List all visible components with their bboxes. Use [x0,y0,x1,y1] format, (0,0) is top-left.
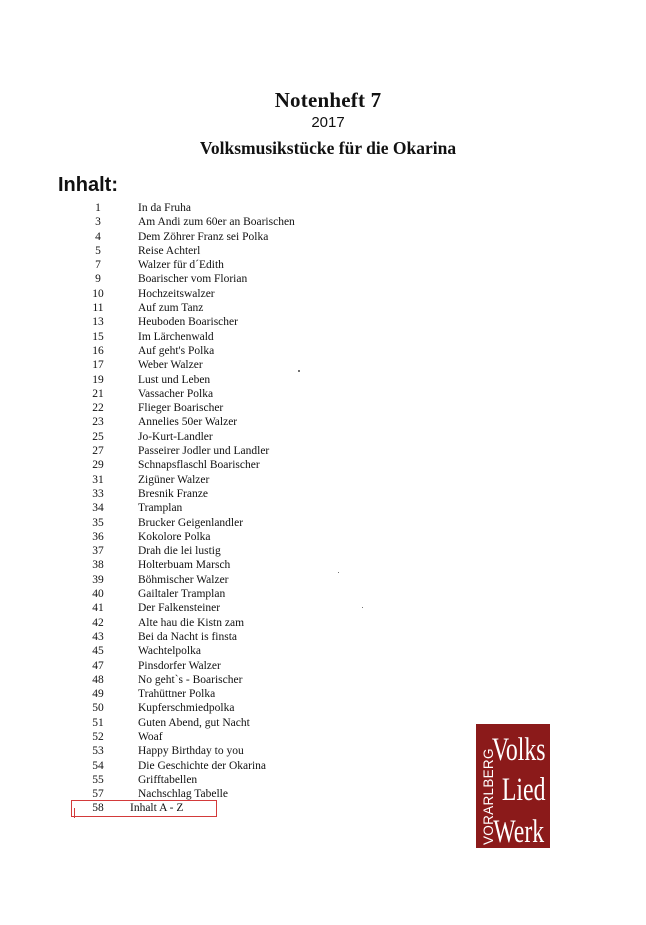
toc-page-number: 47 [92,659,104,672]
toc-entry-title: Kokolore Polka [138,530,211,543]
toc-page-number: 27 [92,445,104,458]
toc-entry [0,659,400,673]
toc-page-number: 39 [92,573,104,586]
toc-page-number: 43 [92,630,104,643]
toc-entry-title: Boarischer vom Florian [138,273,248,286]
toc-page-number: 5 [95,244,101,257]
toc-entry-title: Vassacher Polka [138,387,214,400]
toc-page-number: 57 [92,788,104,801]
toc-entry [0,215,400,229]
toc-entry-title: Zigüner Walzer [138,473,210,486]
toc-entry [0,373,400,387]
toc-entry-title: Pinsdorfer Walzer [138,659,221,672]
toc-page-number: 1 [95,202,101,214]
toc-entry-title: In da Fruha [138,202,192,214]
toc-entry [0,587,400,601]
toc-entry [0,230,400,244]
toc-page-number: 29 [92,459,104,472]
scan-speck [338,572,339,573]
toc-entry [0,315,400,329]
toc-page-number: 49 [92,688,104,701]
toc-entry [0,773,400,787]
toc-page-number: 25 [92,430,104,443]
toc-entry [0,358,400,372]
toc-page-number: 7 [95,259,101,272]
toc-entry [0,272,400,286]
toc-entry [0,530,400,544]
toc-entry [0,387,400,401]
toc-entry-title: Grifftabellen [138,773,198,786]
toc-entry-title: Heuboden Boarischer [138,316,238,329]
toc-entry-title: Walzer für d´Edith [138,259,224,272]
logo-vorarlberg-text: VORARLBERG [481,748,496,845]
scan-speck [362,607,363,608]
toc-entry-title: Alte hau die Kistn zam [138,616,245,629]
toc-entry-title: Lust und Leben [138,373,211,386]
toc-page-number: 54 [92,759,104,772]
toc-page-number: 53 [92,745,104,758]
toc-entry-title: No geht`s - Boarischer [138,673,243,686]
toc-page-number: 23 [92,416,104,429]
toc-entry-title: Bei da Nacht is finsta [138,630,238,643]
toc-entry [0,501,400,515]
toc-page-number: 42 [92,616,104,629]
toc-entry [0,744,400,758]
toc-entry-highlighted [72,801,216,815]
toc-entry-title: Dem Zöhrer Franz sei Polka [138,230,269,243]
toc-entry-title: Nachschlag Tabelle [138,788,228,801]
toc-entry-title: Tramplan [138,502,183,515]
toc-entry [0,201,400,215]
toc-entry-title: Am Andi zum 60er an Boarischen [138,216,295,229]
toc-entry [0,330,400,344]
toc-entry [0,644,400,658]
toc-entry [0,730,400,744]
toc-entry-title: Schnapsflaschl Boarischer [138,459,260,472]
toc-entry [0,344,400,358]
toc-entry [0,601,400,615]
toc-entry-title: Hochzeitswalzer [138,287,215,300]
toc-entry-title: Holterbuam Marsch [138,559,231,572]
toc-page-number: 10 [92,287,104,300]
document-title: Notenheft 7 [274,88,382,112]
toc-page-number: 15 [92,330,104,343]
toc-page-number: 34 [92,502,104,515]
logo-lied-text: Lied [501,771,546,809]
toc-entry [0,516,400,530]
toc-entry-title: Wachtelpolka [138,645,201,658]
logo-volks-text: Volks [491,731,546,769]
toc-entry [0,258,400,272]
toc-entry [0,787,400,801]
toc-page-number: 55 [92,773,104,786]
toc-page-number: 48 [92,673,104,686]
toc-page-number: 11 [92,302,104,315]
toc-page-number: 16 [92,344,104,357]
toc-entry-title: Der Falkensteiner [138,602,221,615]
toc-page-number: 3 [95,216,101,229]
toc-page-number: 17 [92,359,104,372]
toc-entry [0,716,400,730]
logo-werk-text: Werk [493,813,545,848]
toc-entry [0,473,400,487]
toc-entry-title: Weber Walzer [138,359,203,372]
toc-page-number: 4 [95,230,101,243]
highlight-tick-mark [74,808,75,818]
toc-entry [0,401,400,415]
toc-entry-title: Happy Birthday to you [138,745,244,758]
toc-page-number: 22 [92,402,104,415]
toc-entry [0,287,400,301]
toc-page-number: 35 [92,516,104,529]
toc-entry [0,573,400,587]
toc-entry-title: Passeirer Jodler und Landler [138,445,270,458]
toc-heading: Inhalt: [58,174,118,196]
toc-page-number: 51 [92,716,104,729]
toc-entry [0,415,400,429]
toc-entry-title: Im Lärchenwald [138,330,214,343]
toc-page-number: 37 [92,545,104,558]
toc-page-number: 38 [92,559,104,572]
toc-page-number: 13 [92,316,104,329]
toc-entry-title: Guten Abend, gut Nacht [138,716,250,729]
toc-entry-title: Woaf [138,730,163,743]
toc-entry-title: Reise Achterl [138,244,201,257]
toc-entry-title: Annelies 50er Walzer [138,416,238,429]
toc-page-number: 33 [92,487,104,500]
toc-entry [0,759,400,773]
toc-list [0,201,400,816]
toc-page-number: 21 [92,387,104,400]
toc-entry-title: Drah die lei lustig [138,545,221,558]
toc-page-number: 50 [92,702,104,715]
toc-entry [0,458,400,472]
toc-page-number: 41 [92,602,104,615]
toc-entry-title: Auf geht's Polka [138,344,215,357]
toc-entry [0,616,400,630]
toc-entry [0,487,400,501]
toc-entry [0,444,400,458]
toc-entry [0,701,400,715]
toc-entry-title: Kupferschmiedpolka [138,702,235,715]
toc-entry [0,244,400,258]
toc-entry [0,673,400,687]
toc-page-number: 58 [92,802,104,815]
toc-entry-title: Gailtaler Tramplan [138,588,226,601]
scan-speck [298,370,300,372]
toc-entry-title: Auf zum Tanz [138,302,204,315]
toc-entry-title: Inhalt A - Z [130,802,184,815]
toc-page-number: 19 [92,373,104,386]
toc-page-number: 40 [92,588,104,601]
toc-page-number: 36 [92,530,104,543]
toc-entry-title: Die Geschichte der Okarina [138,759,267,772]
toc-entry-title: Brucker Geigenlandler [138,516,244,529]
toc-entry-title: Trahüttner Polka [138,688,216,701]
toc-entry-title: Jo-Kurt-Landler [138,430,213,443]
toc-entry-title: Flieger Boarischer [138,402,224,415]
document-subtitle: Volksmusikstücke für die Okarina [199,138,457,158]
toc-entry [0,630,400,644]
toc-page-number: 9 [95,273,101,286]
toc-entry [0,544,400,558]
toc-entry-title: Böhmischer Walzer [138,573,229,586]
toc-page-number: 52 [92,730,104,743]
toc-entry [0,430,400,444]
toc-page-number: 45 [92,645,104,658]
volksliedwerk-logo [476,724,550,848]
document-year: 2017 [311,114,345,131]
toc-entry [0,687,400,701]
toc-entry-title: Bresnik Franze [138,487,208,500]
toc-entry [0,301,400,315]
toc-page-number: 31 [92,473,104,486]
toc-entry [0,558,400,572]
